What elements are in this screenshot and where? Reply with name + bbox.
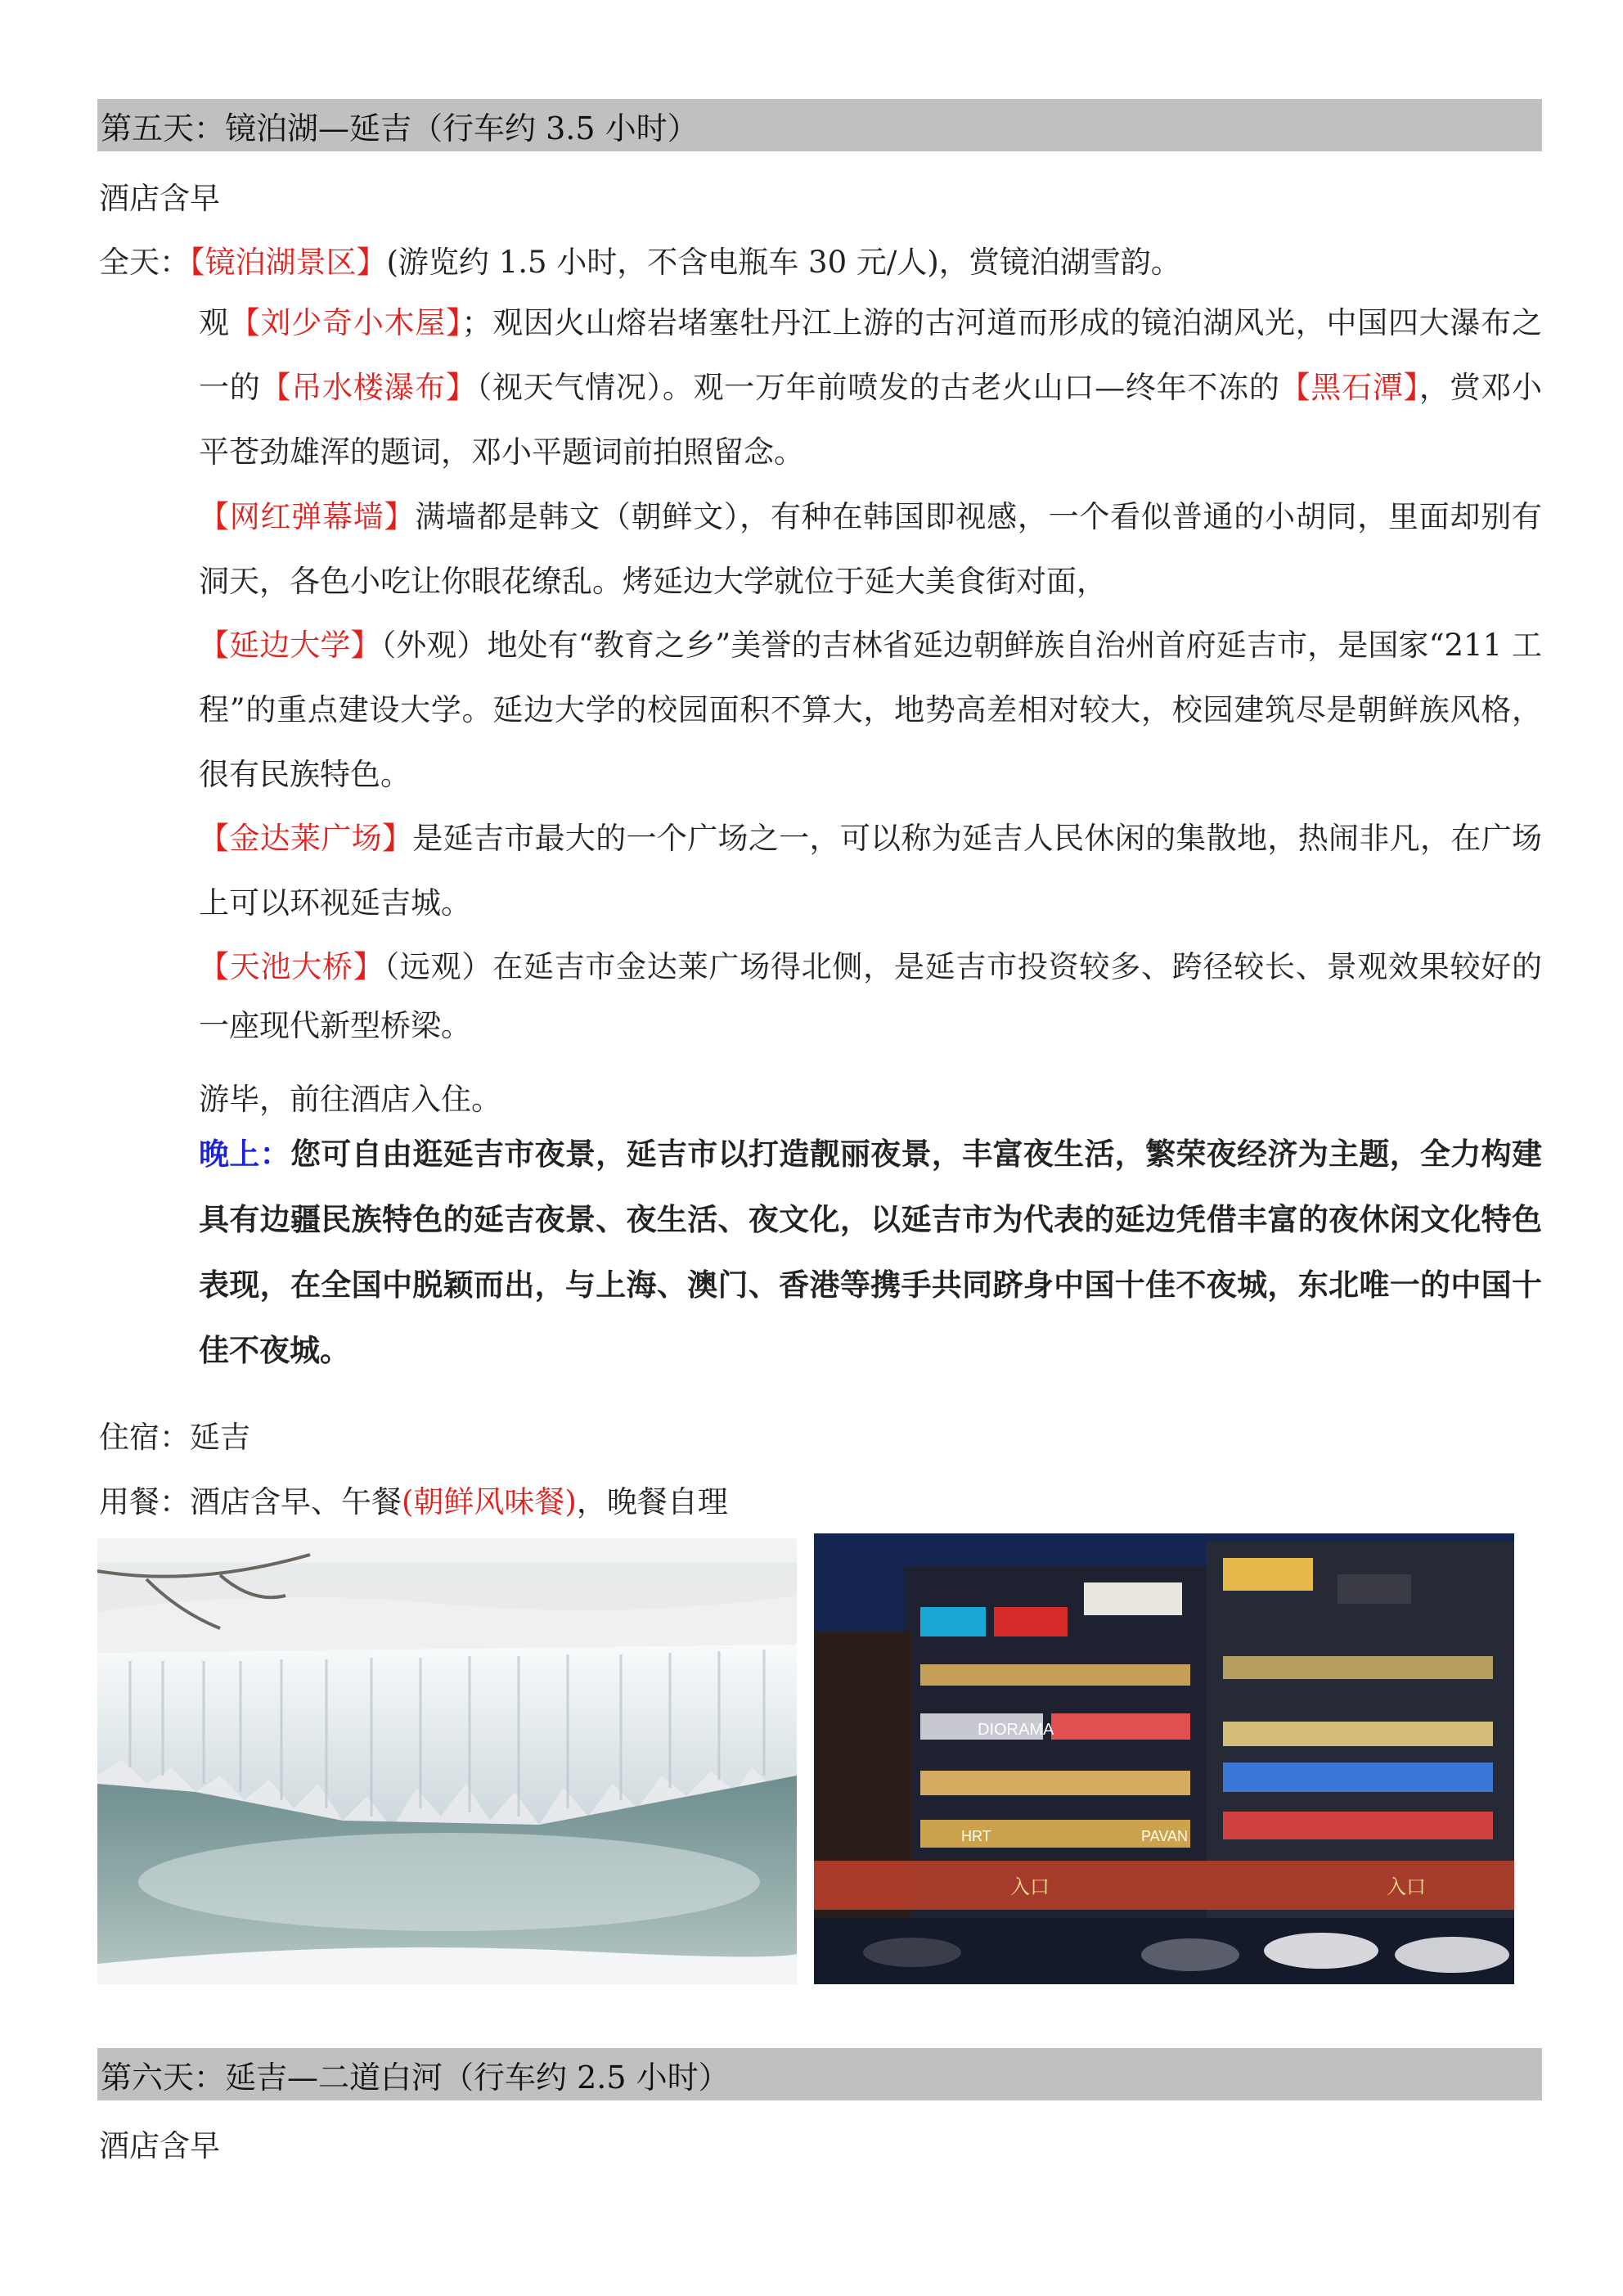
para-evening bbox=[199, 1121, 1542, 1383]
evening-label: 晚上： bbox=[199, 1136, 290, 1172]
photo-frozen-waterfall bbox=[97, 1538, 797, 1984]
sign-entrance-b: 入口 bbox=[1387, 1876, 1426, 1898]
para-danmu-wall bbox=[199, 484, 1542, 614]
spot-tianchi-bridge: 【天池大桥】 bbox=[199, 949, 384, 984]
meals-b: ，晚餐自理 bbox=[576, 1484, 728, 1519]
p2-text: 满墙都是韩文（朝鲜文），有种在韩国即视感，一个看似普通的小胡同，里面却别有洞天，各色小吃让你眼花缭乱。烤延边大学就位于延大美食街对面， bbox=[199, 499, 1543, 599]
p6-finish: 游毕，前往酒店入住。 bbox=[199, 1082, 501, 1117]
sign-diorama: DIORAMA bbox=[978, 1721, 1054, 1739]
day6-header bbox=[97, 2048, 1542, 2100]
allday-text: (游览约 1.5 小时，不含电瓶车 30 元/人)，赏镜泊湖雪韵。 bbox=[386, 245, 1181, 280]
meals-a: 用餐：酒店含早、午餐 bbox=[99, 1484, 402, 1519]
photo-yanji-night-street bbox=[814, 1533, 1514, 1984]
p5-text: （远观）在延吉市金达莱广场得北侧，是延吉市投资较多、跨径较长、景观效果较好的一座现代新型桥梁。 bbox=[199, 949, 1543, 1043]
para-tianchi-bridge bbox=[199, 938, 1542, 1056]
spot-jingpo-lake: 【镜泊湖景区】 bbox=[190, 245, 387, 280]
day5-breakfast: 酒店含早 bbox=[99, 181, 220, 216]
para-jindalai-square bbox=[199, 806, 1542, 935]
sign-pavan: PAVAN bbox=[1141, 1828, 1189, 1844]
spot-diaoshuilou-falls: 【吊水楼瀑布】 bbox=[260, 370, 477, 405]
para-liushaoqi bbox=[199, 290, 1542, 484]
meals bbox=[99, 1477, 728, 1521]
spot-heishitan: 【黑石潭】 bbox=[1279, 370, 1419, 405]
p1-d: ，赏邓小平苍劲雄浑的题词，邓小平题词前拍照留念。 bbox=[199, 370, 1543, 470]
day5-header bbox=[97, 99, 1542, 151]
p1-b: ；观因火山熔岩堵塞牡丹江上游的古河道而形成的镜泊湖风光，中国四大瀑布之一的 bbox=[199, 305, 1543, 405]
p4-text: 是延吉市最大的一个广场之一，可以称为延吉人民休闲的集散地，热闹非凡，在广场上可以环视延吉城。 bbox=[199, 821, 1542, 921]
sign-hrt: HRT bbox=[961, 1828, 991, 1844]
day5-allday bbox=[99, 237, 1181, 281]
day5-header-text: 第五天：镜泊湖—延吉（行车约 3.5 小时） bbox=[101, 110, 699, 146]
evening-text: 您可自由逛延吉市夜景，延吉市以打造靓丽夜景，丰富夜生活，繁荣夜经济为主题，全力构建具有边疆民族特色的延吉夜景、夜生活、夜文化，以延吉市为代表的延边凭借丰富的夜休闲文化特色表现，在全国中脱颖而出，与上海、澳门、香港等携手共同跻身中国十佳不夜城，东北唯一的中国十佳不夜城。 bbox=[199, 1136, 1543, 1368]
p1-a: 观 bbox=[199, 305, 230, 340]
spot-danmu-wall: 【网红弹幕墙】 bbox=[199, 499, 416, 534]
spot-liushaoqi-cabin: 【刘少奇小木屋】 bbox=[229, 305, 462, 340]
allday-label: 全天： bbox=[99, 245, 190, 280]
meals-korean: (朝鲜风味餐) bbox=[402, 1484, 577, 1519]
p3-text: （外观）地处有“教育之乡”美誉的吉林省延边朝鲜族自治州首府延吉市，是国家“211 工程”的重点建设大学。延边大学的校园面积不算大，地势高差相对较大，校园建筑尽是朝鲜族风格，很有民族特色。 bbox=[199, 628, 1542, 792]
day6-header-text: 第六天：延吉—二道白河（行车约 2.5 小时） bbox=[101, 2059, 730, 2096]
sign-entrance-a: 入口 bbox=[1010, 1876, 1050, 1898]
para-yanbian-university bbox=[199, 613, 1542, 807]
spot-jindalai-square: 【金达莱广场】 bbox=[199, 821, 413, 856]
day6-breakfast: 酒店含早 bbox=[99, 2128, 220, 2163]
p1-c: （视天气情况）。观一万年前喷发的古老火山口—终年不冻的 bbox=[476, 370, 1280, 405]
lodging: 住宿：延吉 bbox=[99, 1420, 250, 1455]
spot-yanbian-university: 【延边大学】 bbox=[199, 628, 381, 663]
